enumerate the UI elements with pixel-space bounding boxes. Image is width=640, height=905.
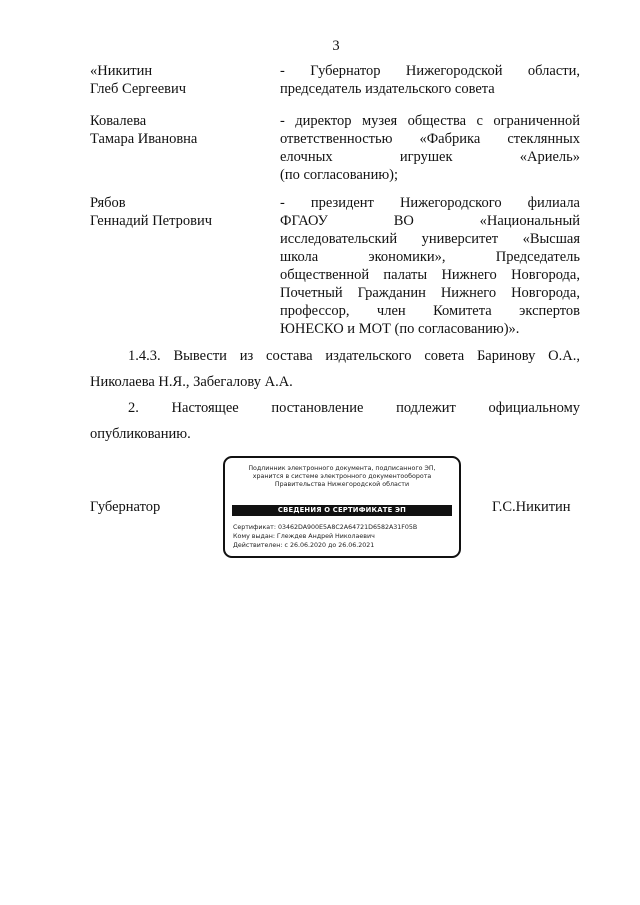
stamp-certificate-bar: СВЕДЕНИЯ О СЕРТИФИКАТЕ ЭП <box>232 505 452 516</box>
paragraph-publication: 2. Настоящее постановление подлежит официальному опубликованию. <box>90 400 580 442</box>
e-signature-stamp <box>223 456 461 558</box>
member-role: - президент Нижегородского филиала ФГАОУ ВО «Национальный исследовательский университет «Высшая школа экономики», Председатель общественной палаты Нижнего Новгорода, Почетный Гражданин Нижнего Новгорода, профессор, член Комитета экспертов ЮНЕСКО и МОТ (по согласованию)». <box>280 195 580 337</box>
stamp-issued-to: Кому выдан: Глеждев Андрей Николаевич <box>233 533 375 540</box>
page-number: 3 <box>332 38 340 54</box>
member-role: - директор музея общества с ограниченной ответственностью «Фабрика стеклянных елочных игрушек «Ариель» (по согласованию); <box>280 113 580 183</box>
member-name: «Никитин Глеб Сергеевич <box>90 63 187 97</box>
member-name: Рябов Геннадий Петрович <box>90 195 213 229</box>
signatory-name: Г.С.Никитин <box>492 499 571 515</box>
member-name: Ковалева Тамара Ивановна <box>90 113 198 147</box>
member-role: - Губернатор Нижегородской области, председатель издательского совета <box>280 63 580 97</box>
stamp-header: Подлинник электронного документа, подписанного ЭП, хранится в системе электронного документооборота Правительства Нижегородской области <box>248 465 436 488</box>
paragraph-remove-members: 1.4.3. Вывести из состава издательского совета Баринову О.А., Николаева Н.Я., Забегалову А.А. <box>90 348 580 390</box>
stamp-certificate: Сертификат: 03462DA900E5A8C2A64721D6582A31F05B <box>233 524 418 531</box>
stamp-validity: Действителен: с 26.06.2020 до 26.06.2021 <box>233 542 375 549</box>
signatory-title: Губернатор <box>90 499 161 515</box>
